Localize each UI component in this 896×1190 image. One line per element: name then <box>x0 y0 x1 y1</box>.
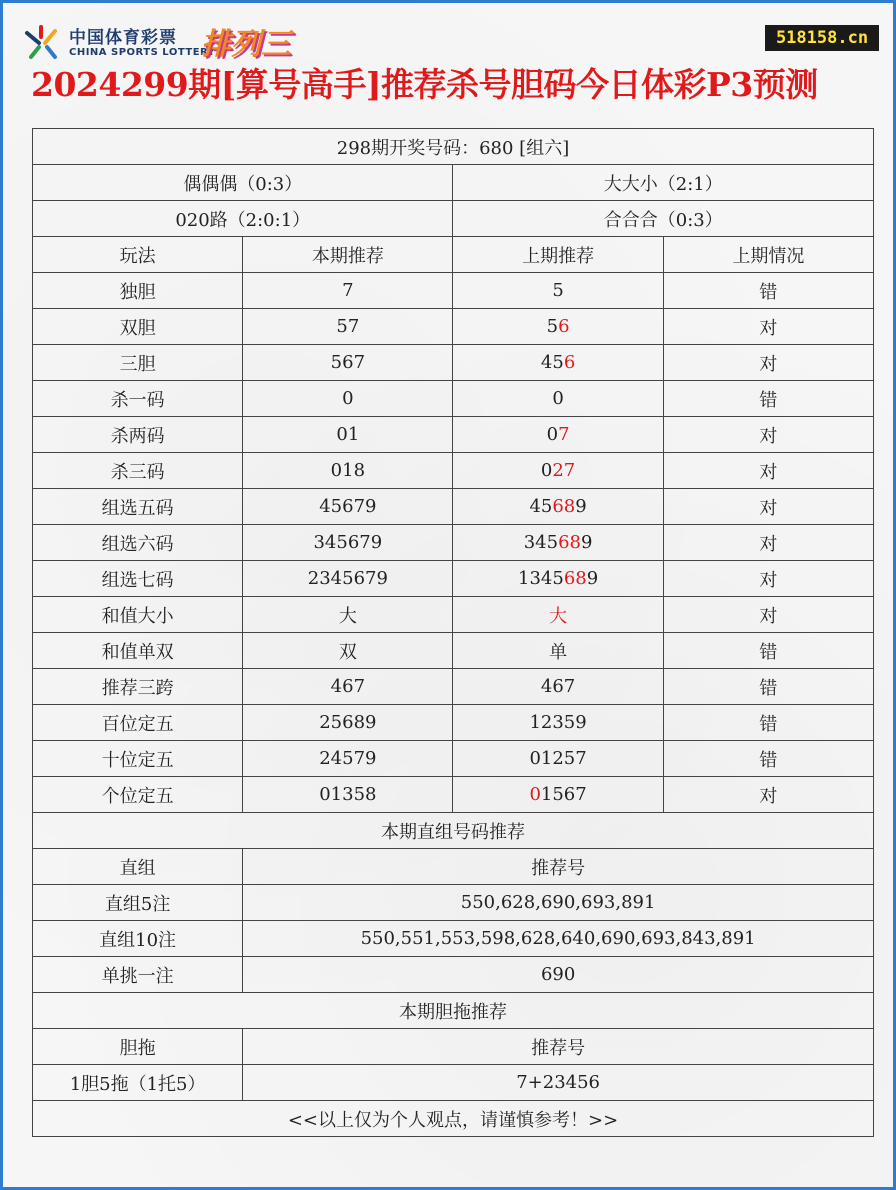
summary-row <box>33 201 874 237</box>
previous-pick-hit: 68 <box>563 568 587 589</box>
direct-row <box>33 921 874 957</box>
table-row <box>33 417 874 453</box>
result-status-cell: 错 <box>663 669 873 705</box>
result-status-cell: 对 <box>663 561 873 597</box>
table-row <box>33 273 874 309</box>
label-cell: 1胆5拖（1托5） <box>33 1065 243 1101</box>
table-row <box>33 633 874 669</box>
value-cell: 推荐号 <box>243 1029 874 1065</box>
previous-pick-plain: 45 <box>540 352 564 373</box>
lottery-star-icon <box>23 23 61 61</box>
result-status-cell: 错 <box>663 741 873 777</box>
site-badge[interactable]: 518158.cn <box>765 25 879 51</box>
previous-pick-hit: 68 <box>552 496 576 517</box>
result-status-cell: 对 <box>663 489 873 525</box>
play-type-cell: 三胆 <box>33 345 243 381</box>
column-header: 上期情况 <box>663 237 873 273</box>
table-row <box>33 345 874 381</box>
previous-pick-cell <box>453 309 663 345</box>
previous-pick-plain: 5 <box>552 280 564 301</box>
previous-pick-hit: 0 <box>529 784 541 805</box>
previous-pick-plain: 12359 <box>529 712 587 733</box>
prediction-table <box>32 128 874 1137</box>
column-header: 上期推荐 <box>453 237 663 273</box>
label-cell: 胆拖 <box>33 1029 243 1065</box>
table-row <box>33 705 874 741</box>
value-cell: 690 <box>243 957 874 993</box>
previous-pick-cell <box>453 741 663 777</box>
route-cell: 020路（2:0:1） <box>33 201 453 237</box>
result-status-cell: 对 <box>663 777 873 813</box>
previous-pick-hit: 6 <box>558 316 570 337</box>
previous-pick-cell <box>453 525 663 561</box>
play-type-cell: 双胆 <box>33 309 243 345</box>
lottery-logo <box>23 21 323 63</box>
previous-pick-cell <box>453 597 663 633</box>
previous-pick-plain: 01257 <box>529 748 587 769</box>
result-status-cell: 错 <box>663 273 873 309</box>
parity-cell: 偶偶偶（0:3） <box>33 165 453 201</box>
play-type-cell: 组选六码 <box>33 525 243 561</box>
dantuo-row <box>33 1065 874 1101</box>
table-row <box>33 669 874 705</box>
table-row <box>33 561 874 597</box>
current-pick-cell: 345679 <box>243 525 453 561</box>
result-status-cell: 对 <box>663 417 873 453</box>
header <box>3 3 893 121</box>
label-cell: 直组 <box>33 849 243 885</box>
result-status-cell: 对 <box>663 453 873 489</box>
table-row <box>33 309 874 345</box>
previous-pick-tail: 9 <box>575 496 587 517</box>
play-type-cell: 杀两码 <box>33 417 243 453</box>
table-row <box>33 453 874 489</box>
play-type-cell: 独胆 <box>33 273 243 309</box>
play-type-cell: 十位定五 <box>33 741 243 777</box>
current-pick-cell: 57 <box>243 309 453 345</box>
table-row <box>33 489 874 525</box>
result-status-cell: 对 <box>663 597 873 633</box>
summary-row <box>33 165 874 201</box>
footer-row <box>33 1101 874 1137</box>
result-status-cell: 错 <box>663 705 873 741</box>
play-type-cell: 和值大小 <box>33 597 243 633</box>
current-pick-cell: 45679 <box>243 489 453 525</box>
current-pick-cell: 018 <box>243 453 453 489</box>
current-pick-cell: 567 <box>243 345 453 381</box>
current-pick-cell: 01358 <box>243 777 453 813</box>
play-type-cell: 组选七码 <box>33 561 243 597</box>
previous-pick-tail: 9 <box>580 532 593 553</box>
size-cell: 大大小（2:1） <box>453 165 874 201</box>
current-pick-cell: 0 <box>243 381 453 417</box>
play-type-cell: 和值单双 <box>33 633 243 669</box>
previous-pick-cell <box>453 273 663 309</box>
previous-pick-cell <box>453 705 663 741</box>
previous-pick-cell <box>453 633 663 669</box>
previous-pick-cell <box>453 345 663 381</box>
previous-pick-cell <box>453 669 663 705</box>
column-header-row <box>33 237 874 273</box>
current-pick-cell: 2345679 <box>243 561 453 597</box>
table-row <box>33 381 874 417</box>
previous-pick-tail: 1567 <box>540 784 587 805</box>
logo-game-name: 排列三 <box>201 27 291 62</box>
summary-row <box>33 129 874 165</box>
value-cell: 推荐号 <box>243 849 874 885</box>
section-title-row <box>33 993 874 1029</box>
prime-cell: 合合合（0:3） <box>453 201 874 237</box>
previous-pick-plain: 345 <box>523 532 559 553</box>
current-pick-cell: 双 <box>243 633 453 669</box>
previous-pick-cell <box>453 777 663 813</box>
previous-pick-plain: 467 <box>540 676 576 697</box>
section-title-row <box>33 813 874 849</box>
current-pick-cell: 467 <box>243 669 453 705</box>
direct-row <box>33 957 874 993</box>
previous-pick-cell <box>453 489 663 525</box>
value-cell: 550,551,553,598,628,640,690,693,843,891 <box>243 921 874 957</box>
logo-text-cn: 中国体育彩票 <box>69 28 177 48</box>
direct-row <box>33 885 874 921</box>
previous-pick-plain: 45 <box>529 496 553 517</box>
dantuo-section-title: 本期胆拖推荐 <box>33 993 874 1029</box>
play-type-cell: 杀一码 <box>33 381 243 417</box>
previous-pick-tail: 9 <box>586 568 599 589</box>
table-row <box>33 597 874 633</box>
previous-pick-hit: 7 <box>558 424 570 445</box>
previous-pick-cell <box>453 561 663 597</box>
value-cell: 550,628,690,693,891 <box>243 885 874 921</box>
label-cell: 直组10注 <box>33 921 243 957</box>
previous-pick-hit: 大 <box>549 605 568 627</box>
previous-pick-cell <box>453 417 663 453</box>
previous-pick-hit: 68 <box>558 532 581 553</box>
table-row <box>33 525 874 561</box>
table-row <box>33 777 874 813</box>
column-header: 本期推荐 <box>243 237 453 273</box>
play-type-cell: 组选五码 <box>33 489 243 525</box>
current-pick-cell: 25689 <box>243 705 453 741</box>
previous-pick-plain: 0 <box>540 460 553 481</box>
direct-section-title: 本期直组号码推荐 <box>33 813 874 849</box>
current-pick-cell: 大 <box>243 597 453 633</box>
play-type-cell: 推荐三跨 <box>33 669 243 705</box>
result-status-cell: 对 <box>663 345 873 381</box>
current-pick-cell: 7 <box>243 273 453 309</box>
dantuo-header-row <box>33 1029 874 1065</box>
page-title: 2024299期[算号高手]推荐杀号胆码今日体彩P3预测 <box>31 65 818 104</box>
play-type-cell: 百位定五 <box>33 705 243 741</box>
value-cell: 7+23456 <box>243 1065 874 1101</box>
last-draw-cell: 298期开奖号码：680 [组六] <box>33 129 874 165</box>
previous-pick-cell <box>453 453 663 489</box>
previous-pick-hit: 6 <box>563 352 576 373</box>
previous-pick-cell <box>453 381 663 417</box>
result-status-cell: 错 <box>663 381 873 417</box>
direct-header-row <box>33 849 874 885</box>
current-pick-cell: 01 <box>243 417 453 453</box>
disclaimer-note: <<以上仅为个人观点，请谨慎参考！>> <box>33 1101 874 1137</box>
current-pick-cell: 24579 <box>243 741 453 777</box>
play-type-cell: 杀三码 <box>33 453 243 489</box>
previous-pick-plain: 1345 <box>518 568 564 589</box>
previous-pick-plain: 0 <box>546 424 559 445</box>
table-row <box>33 741 874 777</box>
previous-pick-hit: 27 <box>552 460 576 481</box>
result-status-cell: 对 <box>663 525 873 561</box>
column-header: 玩法 <box>33 237 243 273</box>
result-status-cell: 对 <box>663 309 873 345</box>
result-status-cell: 错 <box>663 633 873 669</box>
label-cell: 直组5注 <box>33 885 243 921</box>
label-cell: 单挑一注 <box>33 957 243 993</box>
previous-pick-plain: 0 <box>552 388 564 409</box>
play-type-cell: 个位定五 <box>33 777 243 813</box>
previous-pick-plain: 单 <box>549 641 568 663</box>
previous-pick-plain: 5 <box>546 316 559 337</box>
logo-text-en: CHINA SPORTS LOTTERY <box>69 47 216 58</box>
